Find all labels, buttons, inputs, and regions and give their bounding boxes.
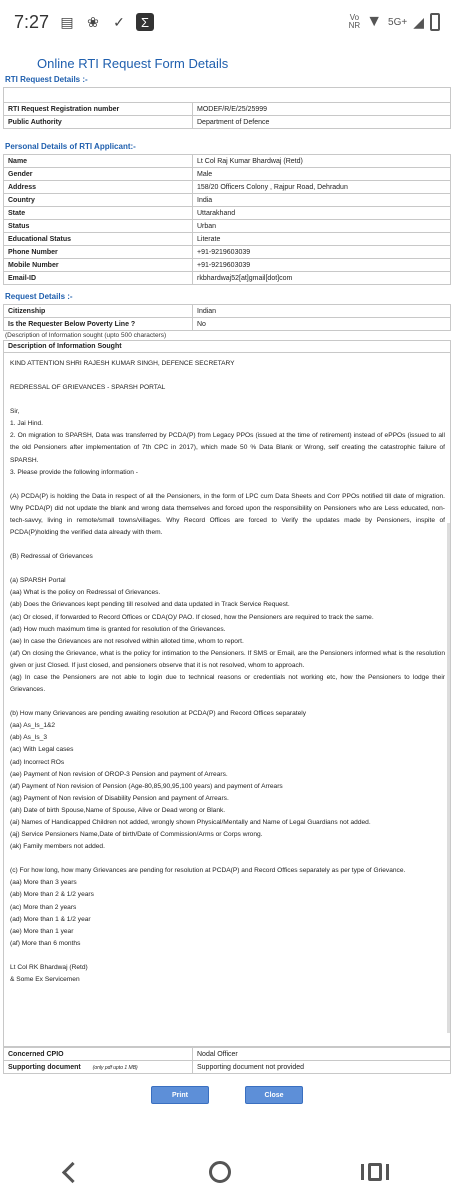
pinwheel-icon: ❀ xyxy=(87,13,99,30)
description-line: (ac) Or closed, if forwarded to Record Offices or CDA(O)/ PAO. If closed, how the Pensioners are required to track the same. xyxy=(10,613,374,621)
volte-indicator: Vo NR xyxy=(348,13,361,30)
rti-form xyxy=(0,56,454,1104)
table-row: Educational Status Literate xyxy=(4,233,451,246)
description-spacer xyxy=(10,394,445,406)
description-line: (ag) In case the Pensioners are not able to login due to technical reasons or credentials not working etc, how the Pensioners to lodge their Grievances. xyxy=(10,673,445,694)
recent-apps-icon[interactable] xyxy=(361,1163,389,1181)
description-line: (ai) Names of Handicapped Children not added, wrongly shown Physical/Mentally and Name of Legal Guardians not added. xyxy=(10,819,371,826)
description-line: (af) On closing the Grievance, what is the policy for intimation to the Pensioners. If SMS or Email, are the Pensioners informed what is the resolution given or just Closed. If just closed, and pensioners observe that it is not resolved, whom to approach. xyxy=(10,649,445,669)
description-line: 3. Please provide the following information - xyxy=(10,468,138,476)
table-row: Gender Male xyxy=(4,168,451,181)
table-row: Is the Requester Below Poverty Line ? No xyxy=(4,318,451,331)
description-spacer xyxy=(10,950,445,962)
description-line: (ae) In case the Grievances are not resolved within alloted time, whom to report. xyxy=(10,637,244,645)
description-line: (aa) More than 3 years xyxy=(10,879,77,887)
table-row: RTI Request Registration number MODEF/R/E/25/25999 xyxy=(4,103,451,116)
description-line: (ac) More than 2 years xyxy=(10,903,77,911)
description-line: (B) Redressal of Grievances xyxy=(10,553,93,561)
status-time: 7:27 xyxy=(14,11,50,32)
sigma-app-icon: Σ xyxy=(135,13,155,31)
description-line: (c) For how long, how many Grievances are pending for resolution at PCDA(P) and Record Offices separately as per type of Grievance. xyxy=(10,867,406,875)
status-bar xyxy=(0,0,454,44)
description-line: (ad) How much maximum time is granted for resolution of the Grievances. xyxy=(10,625,226,633)
description-line: (ah) Date of birth Spouse,Name of Spouse, Alive or Dead wrong or Blank. xyxy=(10,806,226,814)
table-row: Country India xyxy=(4,194,451,207)
description-line: & Some Ex Servicemen xyxy=(10,976,80,984)
message-icon: ▤ xyxy=(60,13,74,30)
description-line: (ag) Payment of Non revision of Disability Pension and payment of Arrears. xyxy=(10,794,229,802)
table-row: Email-ID rkbhardwaj52[at]gmail[dot]com xyxy=(4,272,451,285)
description-spacer xyxy=(10,696,445,708)
description-line: (a) SPARSH Portal xyxy=(10,577,66,585)
description-header: Description of Information Sought xyxy=(3,340,451,353)
description-spacer xyxy=(10,563,445,575)
table-row: Mobile Number +91-9219603039 xyxy=(4,259,451,272)
description-line: (ac) With Legal cases xyxy=(10,746,74,754)
back-icon[interactable] xyxy=(62,1161,83,1182)
close-button[interactable]: Close xyxy=(245,1086,303,1104)
description-line: (ae) Payment of Non revision of OROP-3 Pension and payment of Arrears. xyxy=(10,770,228,778)
description-line: (aa) What is the policy on Redressal of Grievances. xyxy=(10,589,161,597)
cpio-table xyxy=(3,1047,451,1074)
wifi-icon: ▼ xyxy=(366,13,383,30)
table-row: Concerned CPIO Nodal Officer xyxy=(4,1048,451,1061)
description-line: (ab) More than 2 & 1/2 years xyxy=(10,891,94,899)
page-title: Online RTI Request Form Details xyxy=(37,56,229,71)
description-line: (ad) Incorrect ROs xyxy=(10,758,65,766)
battery-icon xyxy=(430,13,440,31)
description-textarea[interactable] xyxy=(3,353,451,1047)
description-line: (aj) Service Pensioners Name,Date of birth/Date of Commission/Arms or Corps wrong. xyxy=(10,831,263,839)
signal-label: 5G+ xyxy=(388,16,408,28)
request-details-table xyxy=(3,304,451,331)
description-line: (ab) As_Is_3 xyxy=(10,734,48,742)
description-line: 1. Jai Hind. xyxy=(10,420,43,428)
description-line: (b) How many Grievances are pending awaiting resolution at PCDA(P) and Record Offices separately xyxy=(10,710,307,718)
home-icon[interactable] xyxy=(209,1161,231,1183)
description-scrollbar[interactable] xyxy=(447,523,450,1033)
table-row: Address 158/20 Officers Colony , Rajpur Road, Dehradun xyxy=(4,181,451,194)
table-row: Public Authority Department of Defence xyxy=(4,116,451,129)
table-row: Name Lt Col Raj Kumar Bhardwaj (Retd) xyxy=(4,155,451,168)
print-button[interactable]: Print xyxy=(151,1086,209,1104)
table-row: State Uttarakhand xyxy=(4,207,451,220)
signal-icon: ◢ xyxy=(413,13,424,30)
description-line: KIND ATTENTION SHRI RAJESH KUMAR SINGH, DEFENCE SECRETARY xyxy=(10,360,235,367)
description-line: (aa) As_Is_1&2 xyxy=(10,722,56,730)
system-nav-bar xyxy=(0,1144,454,1200)
description-note: (Description of Information sought (upto 500 characters) xyxy=(5,332,167,339)
description-line: Sir, xyxy=(10,408,20,416)
description-line: (ab) Does the Grievances kept pending till resolved and data updated in Track Service Request. xyxy=(10,601,290,609)
table-row: Supporting document (only pdf upto 1 MB) Supporting document not provided xyxy=(4,1061,451,1074)
rti-details-table xyxy=(3,87,451,129)
action-buttons xyxy=(3,1086,451,1104)
table-row: Phone Number +91-9219603039 xyxy=(4,246,451,259)
rti-section-heading: RTI Request Details :- xyxy=(5,75,88,84)
description-spacer xyxy=(10,539,445,551)
download-done-icon: ✓ xyxy=(113,13,125,30)
description-line: (af) Payment of Non revision of Pension (Age-80,85,90,95,100 years) and payment of Arrears xyxy=(10,782,283,790)
request-section-heading: Request Details :- xyxy=(5,292,73,301)
table-row: Citizenship Indian xyxy=(4,305,451,318)
applicant-details-table xyxy=(3,154,451,285)
applicant-section-heading: Personal Details of RTI Applicant:- xyxy=(5,142,136,151)
description-line: Lt Col RK Bhardwaj (Retd) xyxy=(10,963,88,971)
description-spacer xyxy=(10,853,445,865)
description-line: REDRESSAL OF GRIEVANCES - SPARSH PORTAL xyxy=(10,384,166,392)
description-line: (ak) Family members not added. xyxy=(10,843,105,851)
description-spacer xyxy=(10,479,445,491)
description-line: 2. On migration to SPARSH, Data was transferred by PCDA(P) from Legacy PPOs (issued at the time of retirement) instead of ePPOs (issued to all the old Pensioners after implementation of 7th CPC in 2017), which made 50 % Data Blank or Wrong, self creating the catastrophic failure of SPARSH. xyxy=(10,432,445,464)
description-spacer xyxy=(10,370,445,382)
description-line: (ad) More than 1 & 1/2 year xyxy=(10,915,91,923)
description-line: (ae) More than 1 year xyxy=(10,927,74,935)
description-line: (af) More than 6 months xyxy=(10,939,81,947)
description-line: (A) PCDA(P) is holding the Data in respect of all the Pensioners, in the form of LPC cum Data Sheets and Corr PPOs notified till date of migration. Why PCDA(P) did not update the blank and wrong data themselves and forced upon the responsibility on Pensioners who are Less educated, non-tech-savvy, living in remote/small towns/villages. Why Record Offices are forced to Verify the updates made by Pensioners, inspite of PCDA(P)holding the verified data already with them. xyxy=(10,492,445,537)
table-row: Status Urban xyxy=(4,220,451,233)
